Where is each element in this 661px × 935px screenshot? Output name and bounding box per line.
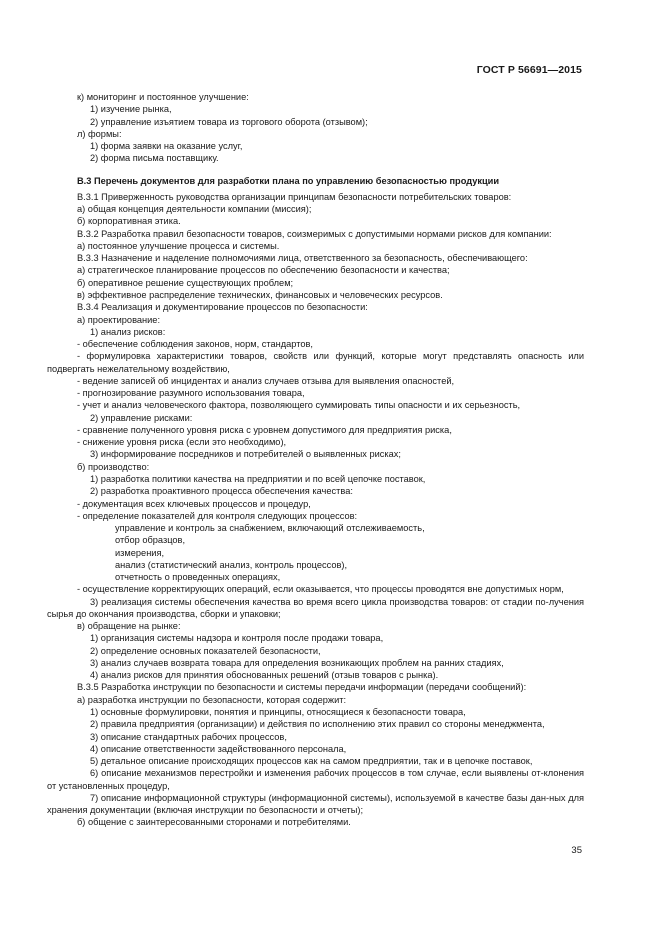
text-line: - обеспечение соблюдения законов, норм, стандартов,: [77, 339, 313, 350]
text-line: 1) форма заявки на оказание услуг,: [90, 141, 243, 152]
text-line: 1) изучение рынка,: [90, 104, 172, 115]
text-line: 2) разработка проактивного процесса обеспечения качества:: [90, 486, 353, 497]
text-line: 4) анализ рисков для принятия обоснованных решений (отзыв товаров с рынка).: [90, 670, 439, 681]
text-line: а) общая концепция деятельности компании (миссия);: [77, 204, 312, 215]
text-line: 3) описание стандартных рабочих процессов,: [90, 731, 287, 742]
text-line: б) общение с заинтересованными сторонами и потребителями.: [77, 817, 351, 828]
text-line: 3) анализ случаев возврата товара для определения возникающих проблем на ранних стадиях,: [90, 657, 504, 668]
section-heading: В.3 Перечень документов для разработки плана по управлению безопасностью продукции: [77, 175, 500, 186]
text-line: 6) описание механизмов перестройки и изменения рабочих процессов в том случае, если выявлены от-клонения от установленных процедур,: [47, 768, 584, 791]
text-line: к) мониторинг и постоянное улучшение:: [77, 92, 249, 102]
text-line: 2) правила предприятия (организации) и действия по исполнению этих правил со стороны менеджмента,: [90, 719, 545, 730]
text-line: 4) описание ответственности задействованного персонала,: [90, 743, 347, 754]
document-body: [47, 91, 584, 829]
text-line: 7) описание информационной структуры (информационной системы), используемой в качестве базы дан-ных для хранения документации (включая инструкции по безопасности и отчеты);: [47, 792, 584, 816]
text-line: - учет и анализ человеческого фактора, позволяющего суммировать типы опасности и их серьезность,: [77, 400, 521, 411]
text-line: - документация всех ключевых процессов и процедур,: [77, 498, 311, 509]
text-line: В.3.1 Приверженность руководства организации принципам безопасности потребительских товаров:: [77, 191, 512, 202]
page-number: 35: [571, 845, 582, 856]
text-line: 3) информирование посредников и потребителей о выявленных рисках;: [90, 449, 401, 460]
text-line: - осуществление корректирующих операций, если оказывается, что процессы проводятся вне допустимых норм,: [77, 584, 564, 595]
text-line: отбор образцов,: [115, 535, 186, 546]
text-line: в) обращение на рынке:: [77, 621, 181, 632]
text-line: В.3.5 Разработка инструкции по безопасности и системы передачи информации (передачи сообщений):: [77, 682, 527, 693]
text-line: управление и контроль за снабжением, включающий отслеживаемость,: [115, 523, 425, 534]
text-line: а) проектирование:: [77, 314, 161, 325]
text-line: 3) реализация системы обеспечения качества во время всего цикла производства товаров: от стадии по-лучения сырья до окончания производства, сборки и упаковки;: [47, 596, 584, 619]
text-line: 2) форма письма поставщику.: [90, 153, 219, 164]
text-line: а) стратегическое планирование процессов по обеспечению безопасности и качества;: [77, 265, 450, 276]
text-line: - сравнение полученного уровня риска с уровнем допустимого для предприятия риска,: [77, 424, 452, 435]
text-line: - ведение записей об инцидентах и анализ случаев отзыва для выявления опасностей,: [77, 375, 455, 386]
standard-code: ГОСТ Р 56691—2015: [476, 64, 582, 76]
text-line: 2) управление рисками:: [90, 412, 193, 423]
text-line: 1) основные формулировки, понятия и принципы, относящиеся к безопасности товара,: [90, 707, 466, 718]
text-line: б) оперативное решение существующих проблем;: [77, 277, 294, 288]
text-line: б) производство:: [77, 461, 150, 472]
text-line: измерения,: [115, 547, 165, 558]
text-line: анализ (статистический анализ, контроль процессов),: [115, 559, 348, 570]
text-line: 1) разработка политики качества на предприятии и по всей цепочке поставок,: [90, 473, 426, 484]
text-line: отчетность о проведенных операциях,: [115, 572, 281, 583]
text-line: В.3.4 Реализация и документирование процессов по безопасности:: [77, 302, 368, 313]
text-line: л) формы:: [77, 128, 122, 139]
text-line: В.3.2 Разработка правил безопасности товаров, соизмеримых с допустимыми нормами рисков для компании:: [77, 228, 552, 239]
text-line: б) корпоративная этика.: [77, 216, 181, 227]
text-line: 1) анализ рисков:: [90, 326, 166, 337]
text-line: - формулировка характеристики товаров, свойств или функций, которые могут представлять опасность или подвергать нежелательному воздействию,: [47, 351, 584, 374]
text-line: - снижение уровня риска (если это необходимо),: [77, 437, 287, 448]
text-line: а) разработка инструкции по безопасности, которая содержит:: [77, 694, 347, 705]
text-line: а) постоянное улучшение процесса и системы.: [77, 240, 280, 251]
text-line: 5) детальное описание происходящих процессов как на самом предприятии, так и в цепочке поставок,: [90, 756, 533, 767]
text-line: 2) определение основных показателей безопасности,: [90, 645, 321, 656]
text-line: - определение показателей для контроля следующих процессов:: [77, 510, 358, 521]
text-line: В.3.3 Назначение и наделение полномочиями лица, ответственного за безопасность, обеспечивающего:: [77, 253, 528, 264]
text-line: 2) управление изъятием товара из торгового оборота (отзывом);: [90, 116, 368, 127]
text-line: - прогнозирование разумного использования товара,: [77, 388, 305, 399]
text-line: в) эффективное распределение технических, финансовых и человеческих ресурсов.: [77, 289, 443, 300]
text-line: 1) организация системы надзора и контроля после продажи товара,: [90, 633, 384, 644]
